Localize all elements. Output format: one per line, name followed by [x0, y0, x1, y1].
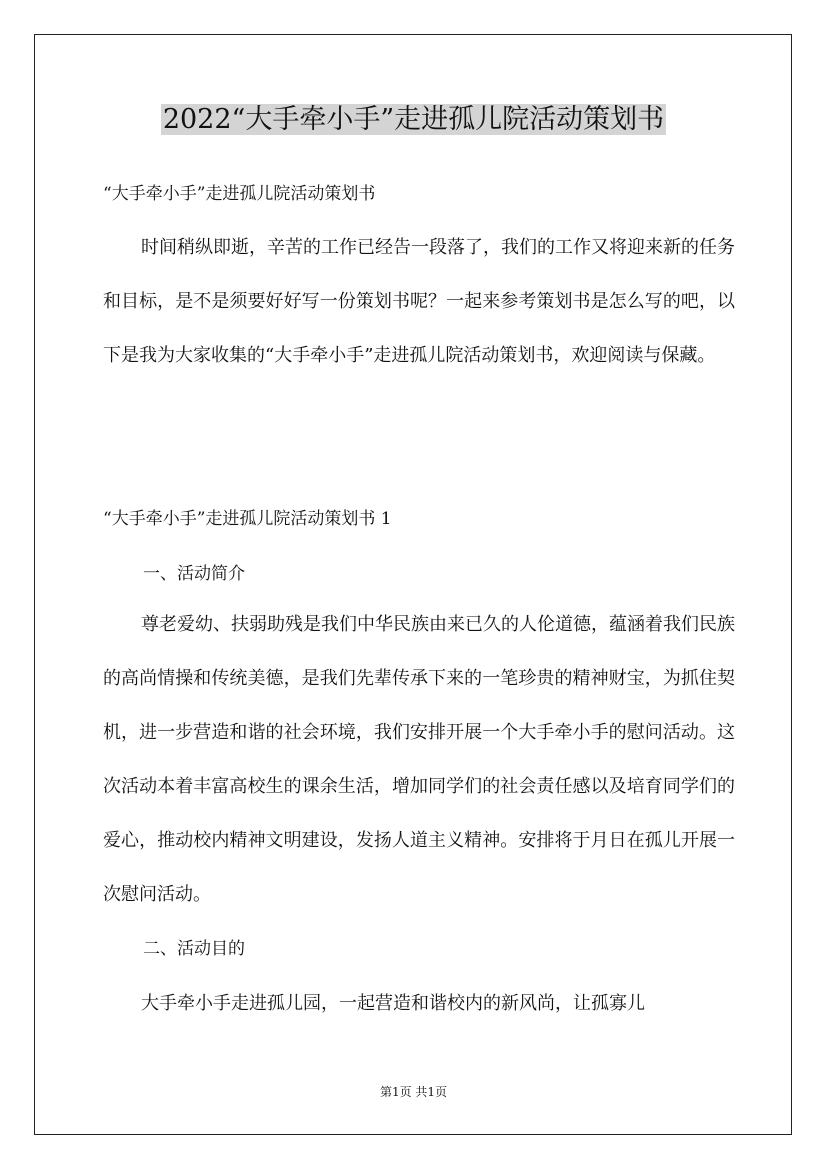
document-subtitle: “大手牵小手”走进孤儿院活动策划书	[103, 184, 376, 204]
section-activity-purpose-paragraph: 大手牵小手走进孤儿园，一起营造和谐校内的新风尚，让孤寡儿	[141, 993, 645, 1014]
section-activity-purpose-heading: 二、活动目的	[143, 939, 245, 959]
page-number-footer: 第1页 共1页	[379, 1085, 448, 1099]
section-activity-intro-heading: 一、活动简介	[143, 564, 245, 584]
document-title: 2022“大手牵小手”走进孤儿院活动策划书	[162, 104, 665, 135]
intro-paragraph: 时间稍纵即逝，辛苦的工作已经告一段落了，我们的工作又将迎来新的任务和目标，是不是须要好好写一份策划书呢？一起来参考策划书是怎么写的吧，以下是我为大家收集的“大手牵小手”走进孤儿院活动策划书，欢迎阅读与保藏。	[103, 237, 735, 366]
section-activity-intro-paragraph: 尊老爱幼、扶弱助残是我们中华民族由来已久的人伦道德，蕴涵着我们民族的高尚情操和传统美德，是我们先辈传承下来的一笔珍贵的精神财宝，为抓住契机，进一步营造和谐的社会环境，我们安排开展一个大手牵小手的慰问活动。这次活动本着丰富高校生的课余生活，增加同学们的社会责任感以及培育同学们的爱心，推动校内精神文明建设，发扬人道主义精神。安排将于月日在孤儿开展一次慰问活动。	[103, 614, 735, 905]
plan-1-heading: “大手牵小手”走进孤儿院活动策划书 1	[103, 509, 392, 529]
